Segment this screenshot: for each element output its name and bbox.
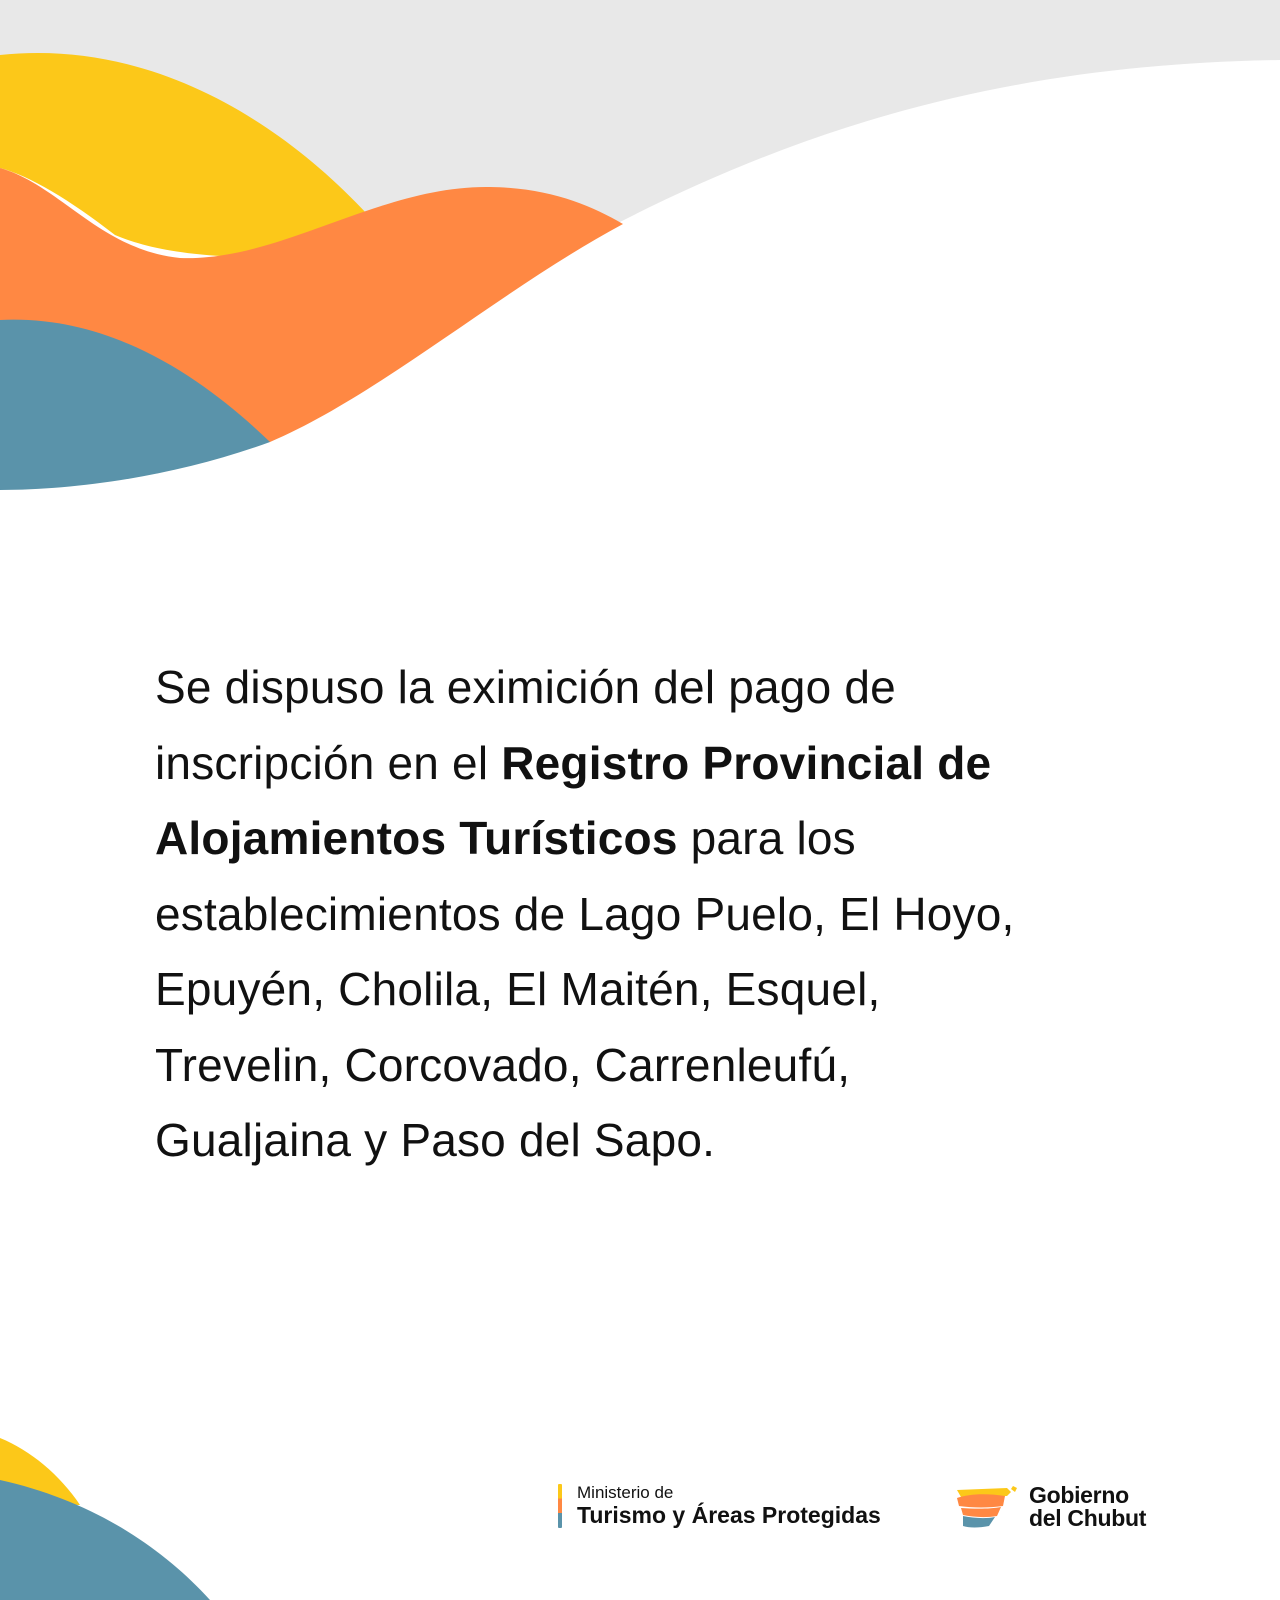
government-line-1: Gobierno <box>1029 1482 1129 1508</box>
message-line-7: Gualjaina y Paso del Sapo. <box>155 1114 716 1166</box>
message-line-4: establecimientos de Lago Puelo, El Hoyo, <box>155 887 1015 940</box>
message-line-2-regular: inscripción en el <box>155 736 502 789</box>
ministry-logo <box>558 1484 881 1528</box>
message-line-6: Trevelin, Corcovado, Carrenleufú, <box>155 1038 851 1091</box>
government-name <box>1029 1484 1146 1530</box>
government-logo <box>955 1482 1146 1532</box>
registry-name-part-1: Registro Provincial de <box>501 736 992 789</box>
government-line-2: del Chubut <box>1029 1505 1147 1531</box>
bottom-teal-wave <box>0 1480 210 1600</box>
ministry-name: Turismo y Áreas Protegidas <box>577 1502 881 1528</box>
ministry-text <box>577 1484 881 1528</box>
ministry-prefix: Ministerio de <box>577 1483 674 1502</box>
announcement-text <box>155 650 1155 1179</box>
message-line-3-regular: para los <box>677 812 856 864</box>
registry-name-part-2: Alojamientos Turísticos <box>155 812 678 864</box>
message-line-3 <box>155 801 1155 877</box>
message-line-1: Se dispuso la eximición del pago de <box>155 661 896 713</box>
message-line-5: Epuyén, Cholila, El Maitén, Esquel, <box>155 963 881 1015</box>
message-line-2 <box>155 726 1155 802</box>
chubut-emblem-icon <box>955 1484 1023 1530</box>
ministry-color-bar <box>558 1484 562 1528</box>
